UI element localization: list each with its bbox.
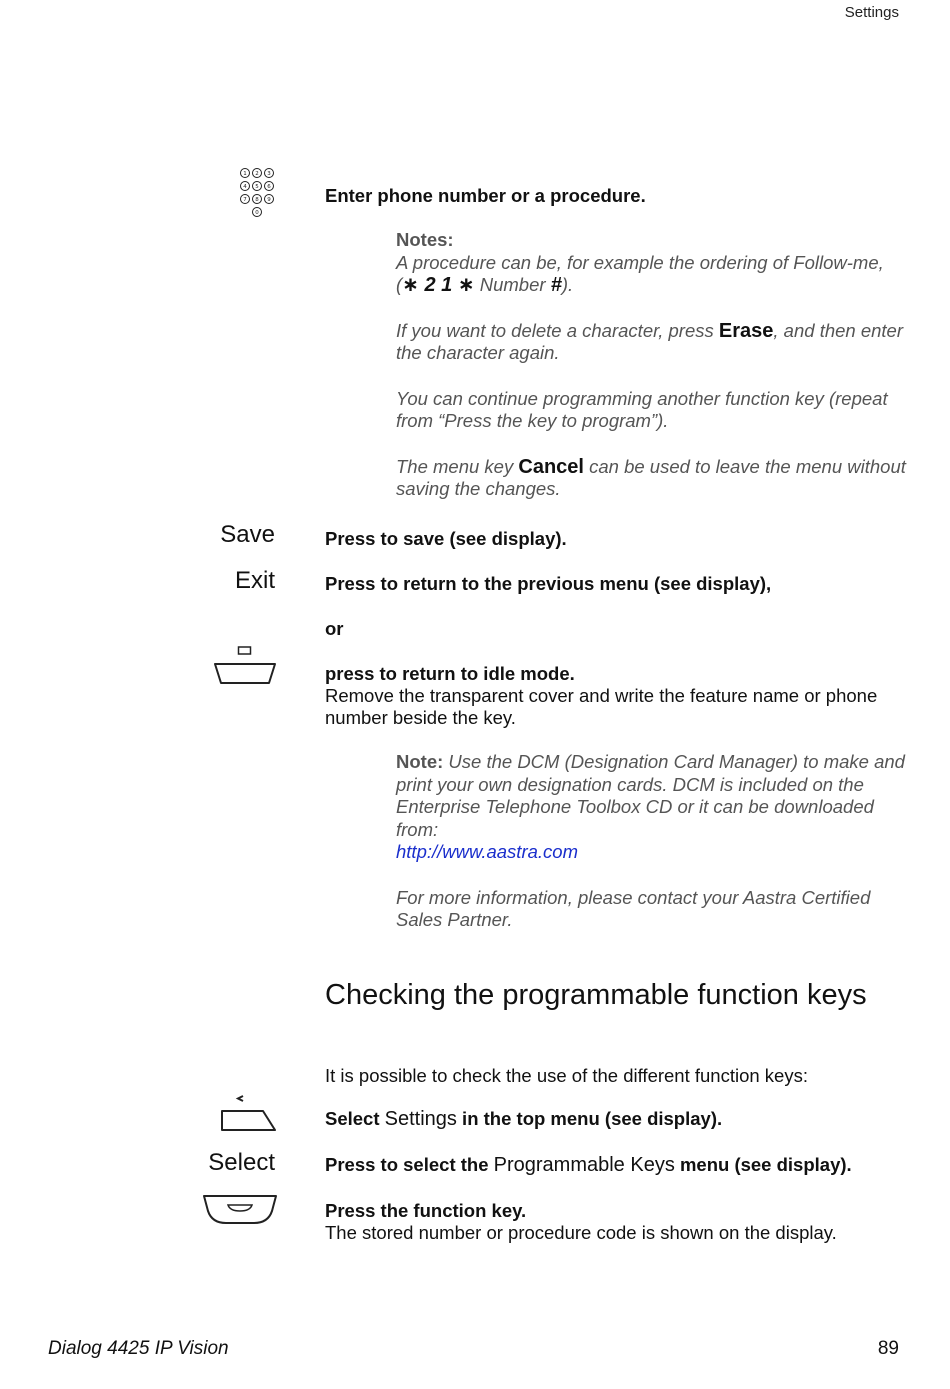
dcm-note-text: Use the DCM (Designation Card Manager) to make and print your own designation cards. DCM is included on the Enterprise Telephone Toolbox CD or it can be downloaded from:: [396, 751, 905, 840]
hash-symbol: #: [550, 274, 562, 296]
cancel-key-label: Cancel: [518, 455, 584, 478]
note-paren-close: ).: [561, 274, 574, 295]
select-settings-text: Select: [325, 1108, 385, 1129]
save-softkey[interactable]: Save: [220, 521, 275, 548]
section-heading: Checking the programmable function keys: [325, 979, 867, 1011]
or-text: or: [325, 618, 344, 639]
handset-key-icon[interactable]: [213, 645, 277, 687]
note-erase-text-end: , and then enter the character again.: [396, 319, 904, 363]
settings-menu-label: Settings: [384, 1108, 457, 1130]
step-idle: press to return to idle mode.: [325, 663, 575, 684]
select-prog-text: Press to select the: [325, 1154, 494, 1175]
svg-text:8: 8: [255, 197, 259, 203]
step-function-key: Press the function key.: [325, 1200, 527, 1221]
svg-text:1: 1: [243, 171, 247, 177]
footer-product-name: Dialog 4425 IP Vision: [48, 1338, 229, 1359]
svg-text:3: 3: [267, 171, 271, 177]
left-arrow-key-icon[interactable]: [219, 1090, 277, 1134]
select-softkey[interactable]: Select: [208, 1149, 275, 1176]
step-enter-number: Enter phone number or a procedure.: [325, 185, 646, 206]
svg-text:7: 7: [243, 197, 247, 203]
note-heading: Note:: [396, 751, 444, 772]
function-key-description: The stored number or procedure code is shown on the display.: [325, 1222, 837, 1243]
note-cancel-text-end: can be used to leave the menu without saving the changes.: [396, 455, 906, 499]
dcm-note: [396, 751, 911, 932]
running-header: Settings: [844, 4, 899, 21]
svg-text:4: 4: [243, 184, 247, 190]
step-exit: Press to return to the previous menu (see display),: [325, 573, 772, 594]
note-erase-text: If you want to delete a character, press: [396, 319, 719, 341]
note-paren-open: (: [396, 274, 403, 295]
select-settings-text-end: in the top menu (see display).: [456, 1108, 723, 1129]
select-prog-text-end: menu (see display).: [674, 1154, 852, 1175]
section-intro: It is possible to check the use of the different function keys:: [325, 1065, 808, 1086]
svg-text:6: 6: [267, 184, 271, 190]
svg-text:9: 9: [267, 197, 271, 203]
idle-description: Remove the transparent cover and write the feature name or phone number beside the key.: [325, 685, 878, 728]
aastra-link[interactable]: http://www.aastra.com: [396, 841, 578, 862]
step-select-programmable: [325, 1153, 852, 1177]
page-number: 89: [877, 1338, 899, 1359]
keypad-icon: [238, 166, 278, 220]
procedure-code: ∗ 2 1 ∗: [402, 274, 475, 296]
exit-softkey[interactable]: Exit: [234, 567, 275, 594]
note-continue-text: You can continue programming another function key (repeat from “Press the key to program”).: [396, 387, 888, 431]
contact-note: For more information, please contact your Aastra Certified Sales Partner.: [396, 886, 871, 930]
erase-key-label: Erase: [718, 319, 774, 342]
svg-text:5: 5: [255, 184, 259, 190]
function-key-icon[interactable]: [202, 1193, 278, 1227]
step-save: Press to save (see display).: [325, 528, 567, 549]
notes-heading: Notes:: [396, 229, 454, 250]
note-number-word: Number: [474, 274, 551, 295]
programmable-keys-menu-label: Programmable Keys: [493, 1154, 675, 1176]
note-cancel-text: The menu key: [396, 455, 519, 477]
svg-text:2: 2: [255, 171, 259, 177]
notes-block: [396, 229, 911, 501]
note-procedure-text: A procedure can be, for example the ordering of Follow-me,: [396, 251, 884, 273]
step-select-settings: [325, 1107, 722, 1131]
svg-text:0: 0: [255, 210, 259, 216]
